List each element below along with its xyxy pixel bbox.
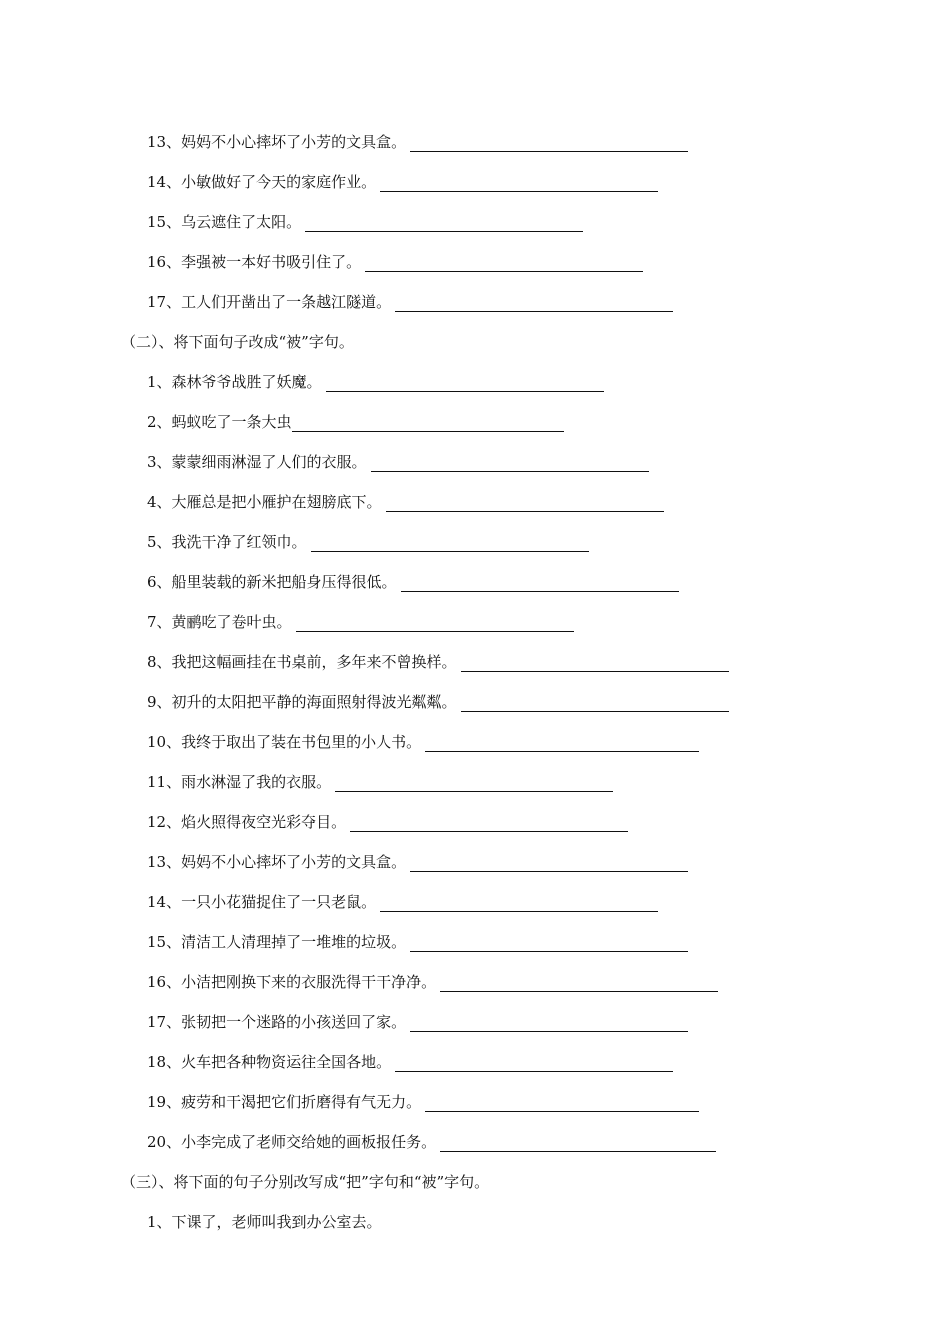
answer-blank[interactable]: [326, 375, 604, 392]
answer-blank[interactable]: [461, 695, 729, 712]
sentence-text: 17、工人们开凿出了一条越江隧道。: [147, 293, 392, 311]
sentence-text: 11、雨水淋湿了我的衣服。: [147, 773, 332, 791]
sentence-text: 13、妈妈不小心摔坏了小芳的文具盒。: [147, 853, 407, 871]
sentence-row: [0, 408, 564, 432]
answer-blank[interactable]: [395, 1055, 673, 1072]
sentence-row: [0, 1128, 716, 1152]
sentence-text: 8、我把这幅画挂在书桌前，多年来不曾换样。: [147, 653, 457, 671]
sentence-row: [0, 928, 688, 952]
answer-blank[interactable]: [410, 855, 688, 872]
answer-blank[interactable]: [311, 535, 589, 552]
sentence-text: 14、小敏做好了今天的家庭作业。: [147, 173, 377, 191]
answer-blank[interactable]: [335, 775, 613, 792]
sentence-row: [0, 1008, 688, 1032]
section-heading: [0, 1168, 489, 1192]
answer-blank[interactable]: [380, 175, 658, 192]
answer-blank[interactable]: [401, 575, 679, 592]
sentence-text: 19、疲劳和干渴把它们折磨得有气无力。: [147, 1093, 422, 1111]
sentence-text: 14、一只小花猫捉住了一只老鼠。: [147, 893, 377, 911]
sentence-text: 16、李强被一本好书吸引住了。: [147, 253, 362, 271]
sentence-row: [0, 568, 679, 592]
answer-blank[interactable]: [371, 455, 649, 472]
sentence-text: 17、张韧把一个迷路的小孩送回了家。: [147, 1013, 407, 1031]
section-heading: [0, 328, 354, 352]
answer-blank[interactable]: [410, 135, 688, 152]
answer-blank[interactable]: [380, 895, 658, 912]
sentence-text: 1、下课了，老师叫我到办公室去。: [147, 1213, 382, 1231]
sentence-row: [0, 888, 658, 912]
sentence-row: [0, 1208, 382, 1232]
sentence-text: 4、大雁总是把小雁护在翅膀底下。: [147, 493, 382, 511]
sentence-text: 15、清洁工人清理掉了一堆堆的垃圾。: [147, 933, 407, 951]
answer-blank[interactable]: [440, 1135, 716, 1152]
sentence-row: [0, 128, 688, 152]
answer-blank[interactable]: [410, 935, 688, 952]
sentence-row: [0, 528, 589, 552]
sentence-text: 15、乌云遮住了太阳。: [147, 213, 302, 231]
answer-blank[interactable]: [350, 815, 628, 832]
answer-blank[interactable]: [296, 615, 574, 632]
section-heading-text: （三）、将下面的句子分别改写成“把”字句和“被”字句。: [121, 1173, 490, 1191]
answer-blank[interactable]: [305, 215, 583, 232]
sentence-row: [0, 208, 583, 232]
sentence-row: [0, 848, 688, 872]
sentence-text: 5、我洗干净了红领巾。: [147, 533, 307, 551]
sentence-text: 9、初升的太阳把平静的海面照射得波光粼粼。: [147, 693, 457, 711]
sentence-text: 10、我终于取出了装在书包里的小人书。: [147, 733, 422, 751]
sentence-row: [0, 808, 628, 832]
section-heading-text: （二）、将下面句子改成“被”字句。: [121, 333, 354, 351]
sentence-row: [0, 648, 729, 672]
sentence-row: [0, 168, 658, 192]
sentence-row: [0, 248, 643, 272]
sentence-row: [0, 968, 718, 992]
answer-blank[interactable]: [440, 975, 718, 992]
sentence-text: 2、蚂蚁吃了一条大虫: [147, 413, 292, 431]
sentence-text: 7、黄鹂吃了卷叶虫。: [147, 613, 292, 631]
sentence-text: 3、蒙蒙细雨淋湿了人们的衣服。: [147, 453, 367, 471]
sentence-row: [0, 488, 664, 512]
sentence-text: 20、小李完成了老师交给她的画板报任务。: [147, 1133, 437, 1151]
sentence-row: [0, 768, 613, 792]
sentence-text: 18、火车把各种物资运往全国各地。: [147, 1053, 392, 1071]
answer-blank[interactable]: [365, 255, 643, 272]
sentence-text: 16、小洁把刚换下来的衣服洗得干干净净。: [147, 973, 437, 991]
sentence-row: [0, 288, 673, 312]
sentence-row: [0, 1048, 673, 1072]
sentence-text: 1、森林爷爷战胜了妖魔。: [147, 373, 322, 391]
sentence-text: 12、焰火照得夜空光彩夺目。: [147, 813, 347, 831]
sentence-row: [0, 728, 699, 752]
sentence-row: [0, 448, 649, 472]
sentence-row: [0, 1088, 699, 1112]
sentence-text: 6、船里装载的新米把船身压得很低。: [147, 573, 397, 591]
answer-blank[interactable]: [425, 735, 699, 752]
answer-blank[interactable]: [292, 415, 564, 432]
sentence-text: 13、妈妈不小心摔坏了小芳的文具盒。: [147, 133, 407, 151]
answer-blank[interactable]: [386, 495, 664, 512]
answer-blank[interactable]: [461, 655, 729, 672]
sentence-row: [0, 368, 604, 392]
sentence-row: [0, 608, 574, 632]
answer-blank[interactable]: [425, 1095, 699, 1112]
sentence-row: [0, 688, 729, 712]
answer-blank[interactable]: [410, 1015, 688, 1032]
answer-blank[interactable]: [395, 295, 673, 312]
